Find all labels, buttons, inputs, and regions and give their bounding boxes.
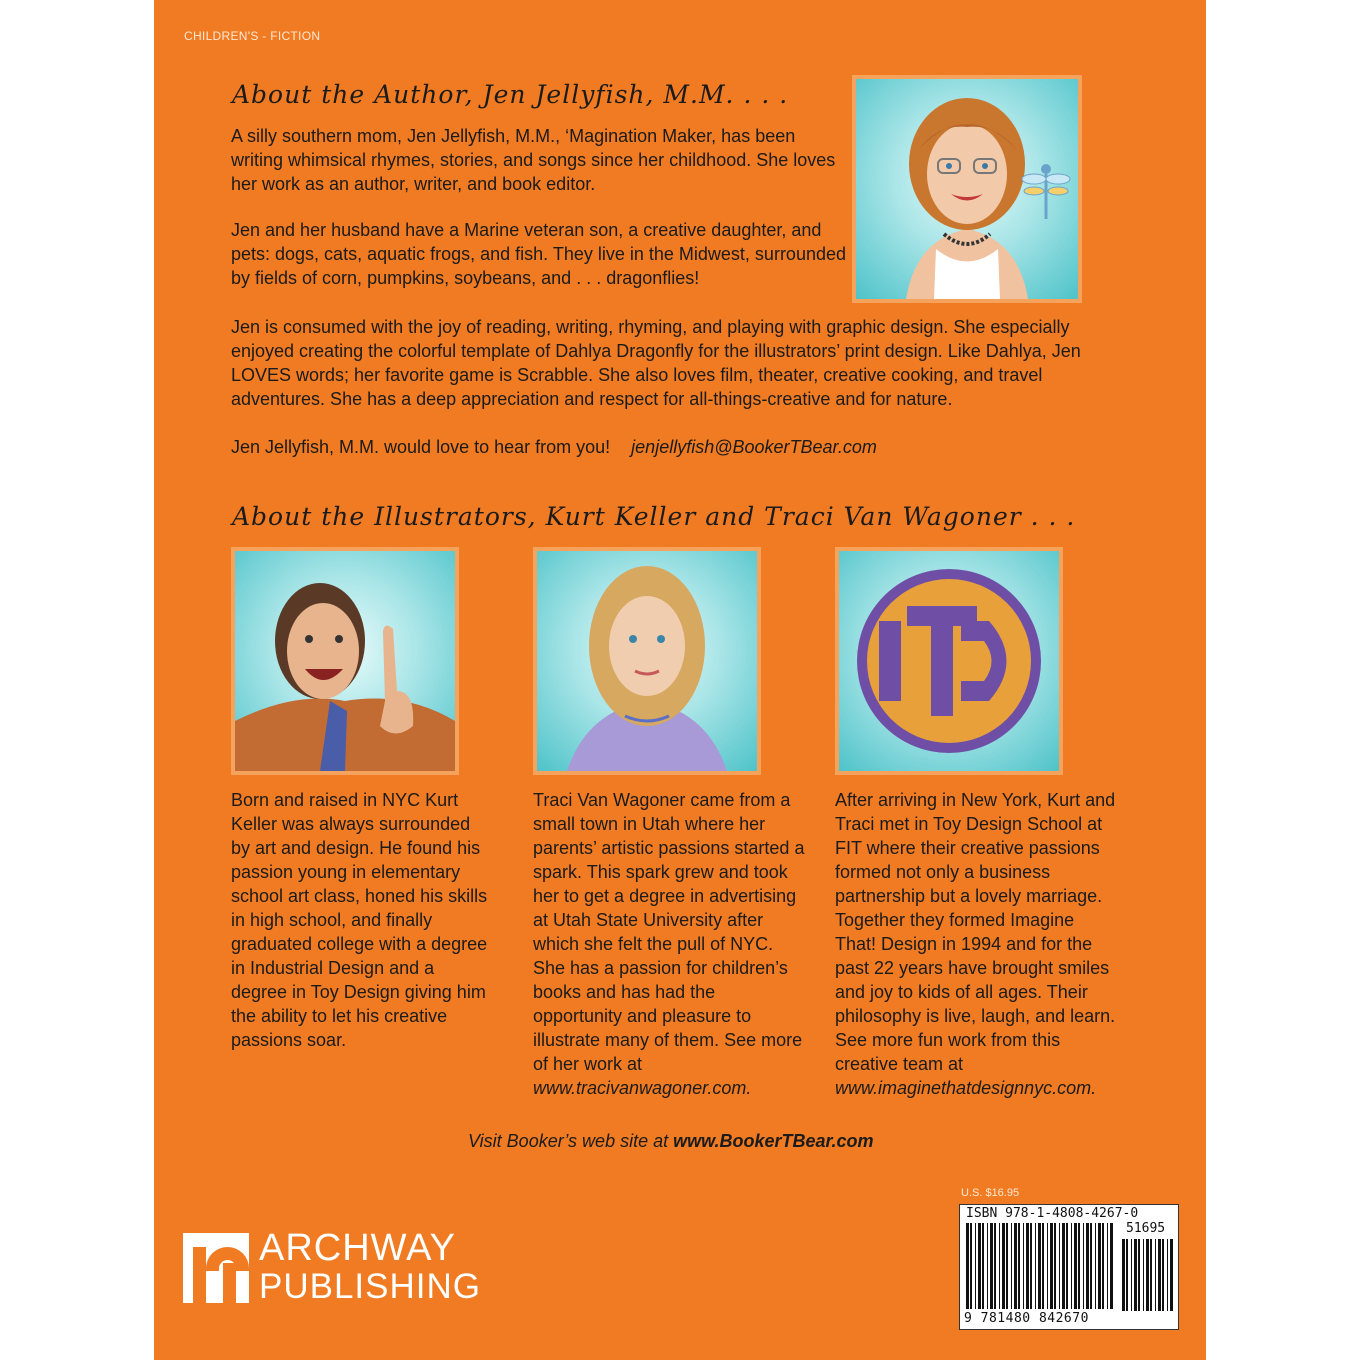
- kurt-portrait: [231, 547, 459, 775]
- barcode-digits: 9 781480 842670: [964, 1311, 1089, 1326]
- isbn-barcode: [959, 1204, 1179, 1330]
- author-heading: About the Author, Jen Jellyfish, M.M. . . .: [232, 80, 789, 109]
- illustrators-heading: About the Illustrators, Kurt Keller and Traci Van Wagoner . . .: [232, 502, 1076, 531]
- itd-logo-frame: [835, 547, 1063, 775]
- author-email-link[interactable]: jenjellyfish@BookerTBear.com: [631, 437, 877, 457]
- kurt-bio: Born and raised in NYC Kurt Keller was always surrounded by art and design. He found his passion young in elementary school art class, honed his skills in high school, and finally graduated college with a degree in Industrial Design and a degree in Toy Design giving him the ability to let his creative passions soar.: [231, 790, 488, 1050]
- kurt-illustration: [235, 551, 455, 771]
- category-label: CHILDREN'S - FICTION: [184, 29, 321, 43]
- website-line: [468, 1129, 874, 1153]
- publisher-subtitle: PUBLISHING: [259, 1267, 481, 1306]
- isbn-barcode-bars: [966, 1223, 1116, 1311]
- author-portrait: [852, 75, 1082, 303]
- dragonfly-icon: [1022, 164, 1070, 219]
- publisher-name: ARCHWAY: [259, 1227, 456, 1269]
- author-contact-text: Jen Jellyfish, M.M. would love to hear from you!: [231, 437, 611, 457]
- website-prefix: Visit Booker’s web site at: [468, 1131, 669, 1151]
- author-illustration: [856, 79, 1078, 299]
- website-link[interactable]: www.BookerTBear.com: [673, 1131, 874, 1151]
- price-barcode-bars: [1122, 1239, 1174, 1311]
- traci-bio-text: Traci Van Wagoner came from a small town in Utah where her parents’ artistic passions started a spark. This spark grew and took her to get a degree in advertising at Utah State University after which she felt the pull of NYC. She has a passion for children’s books and has had the opportunity and pleasure to illustrate many of them. See more of her work at: [533, 790, 805, 1074]
- itd-logo-icon: [839, 551, 1059, 771]
- traci-portrait: [533, 547, 761, 775]
- traci-bio: [533, 788, 805, 1100]
- author-contact: [231, 435, 877, 459]
- traci-website-link[interactable]: www.tracivanwagoner.com.: [533, 1078, 752, 1098]
- team-website-link[interactable]: www.imaginethatdesignnyc.com.: [835, 1078, 1097, 1098]
- author-bio-2: Jen and her husband have a Marine veteran son, a creative daughter, and pets: dogs, cats, aquatic frogs, and fish. They live in the Midwest, surrounded by fields of corn, pumpkins, soybeans, and . . . dragonflies!: [231, 220, 846, 288]
- team-bio-text: After arriving in New York, Kurt and Traci met in Toy Design School at FIT where their creative passions formed not only a business partnership but a lovely marriage. Together they formed Imagine That! Design in 1994 and for the past 22 years have brought smiles and joy to kids of all ages. Their philosophy is live, laugh, and learn. See more fun work from this creative team at: [835, 790, 1116, 1074]
- archway-logo-icon: [183, 1233, 249, 1303]
- team-bio: [835, 788, 1117, 1100]
- traci-illustration: [537, 551, 757, 771]
- price-label: U.S. $16.95: [961, 1187, 1020, 1199]
- isbn-number: ISBN 978-1-4808-4267-0: [966, 1206, 1139, 1221]
- author-bio-1: A silly southern mom, Jen Jellyfish, M.M., ‘Magination Maker, has been writing whimsical rhymes, stories, and songs since her childhood. She loves her work as an author, writer, and book editor.: [231, 126, 836, 194]
- price-code: 51695: [1126, 1221, 1166, 1236]
- author-bio-3: Jen is consumed with the joy of reading, writing, rhyming, and playing with graphic design. She especially enjoyed creating the colorful template of Dahlya Dragonfly for the illustrators’ print design. Like Dahlya, Jen LOVES words; her favorite game is Scrabble. She also loves film, theater, creative cooking, and travel adventures. She has a deep appreciation and respect for all-things-creative and for nature.: [231, 317, 1081, 409]
